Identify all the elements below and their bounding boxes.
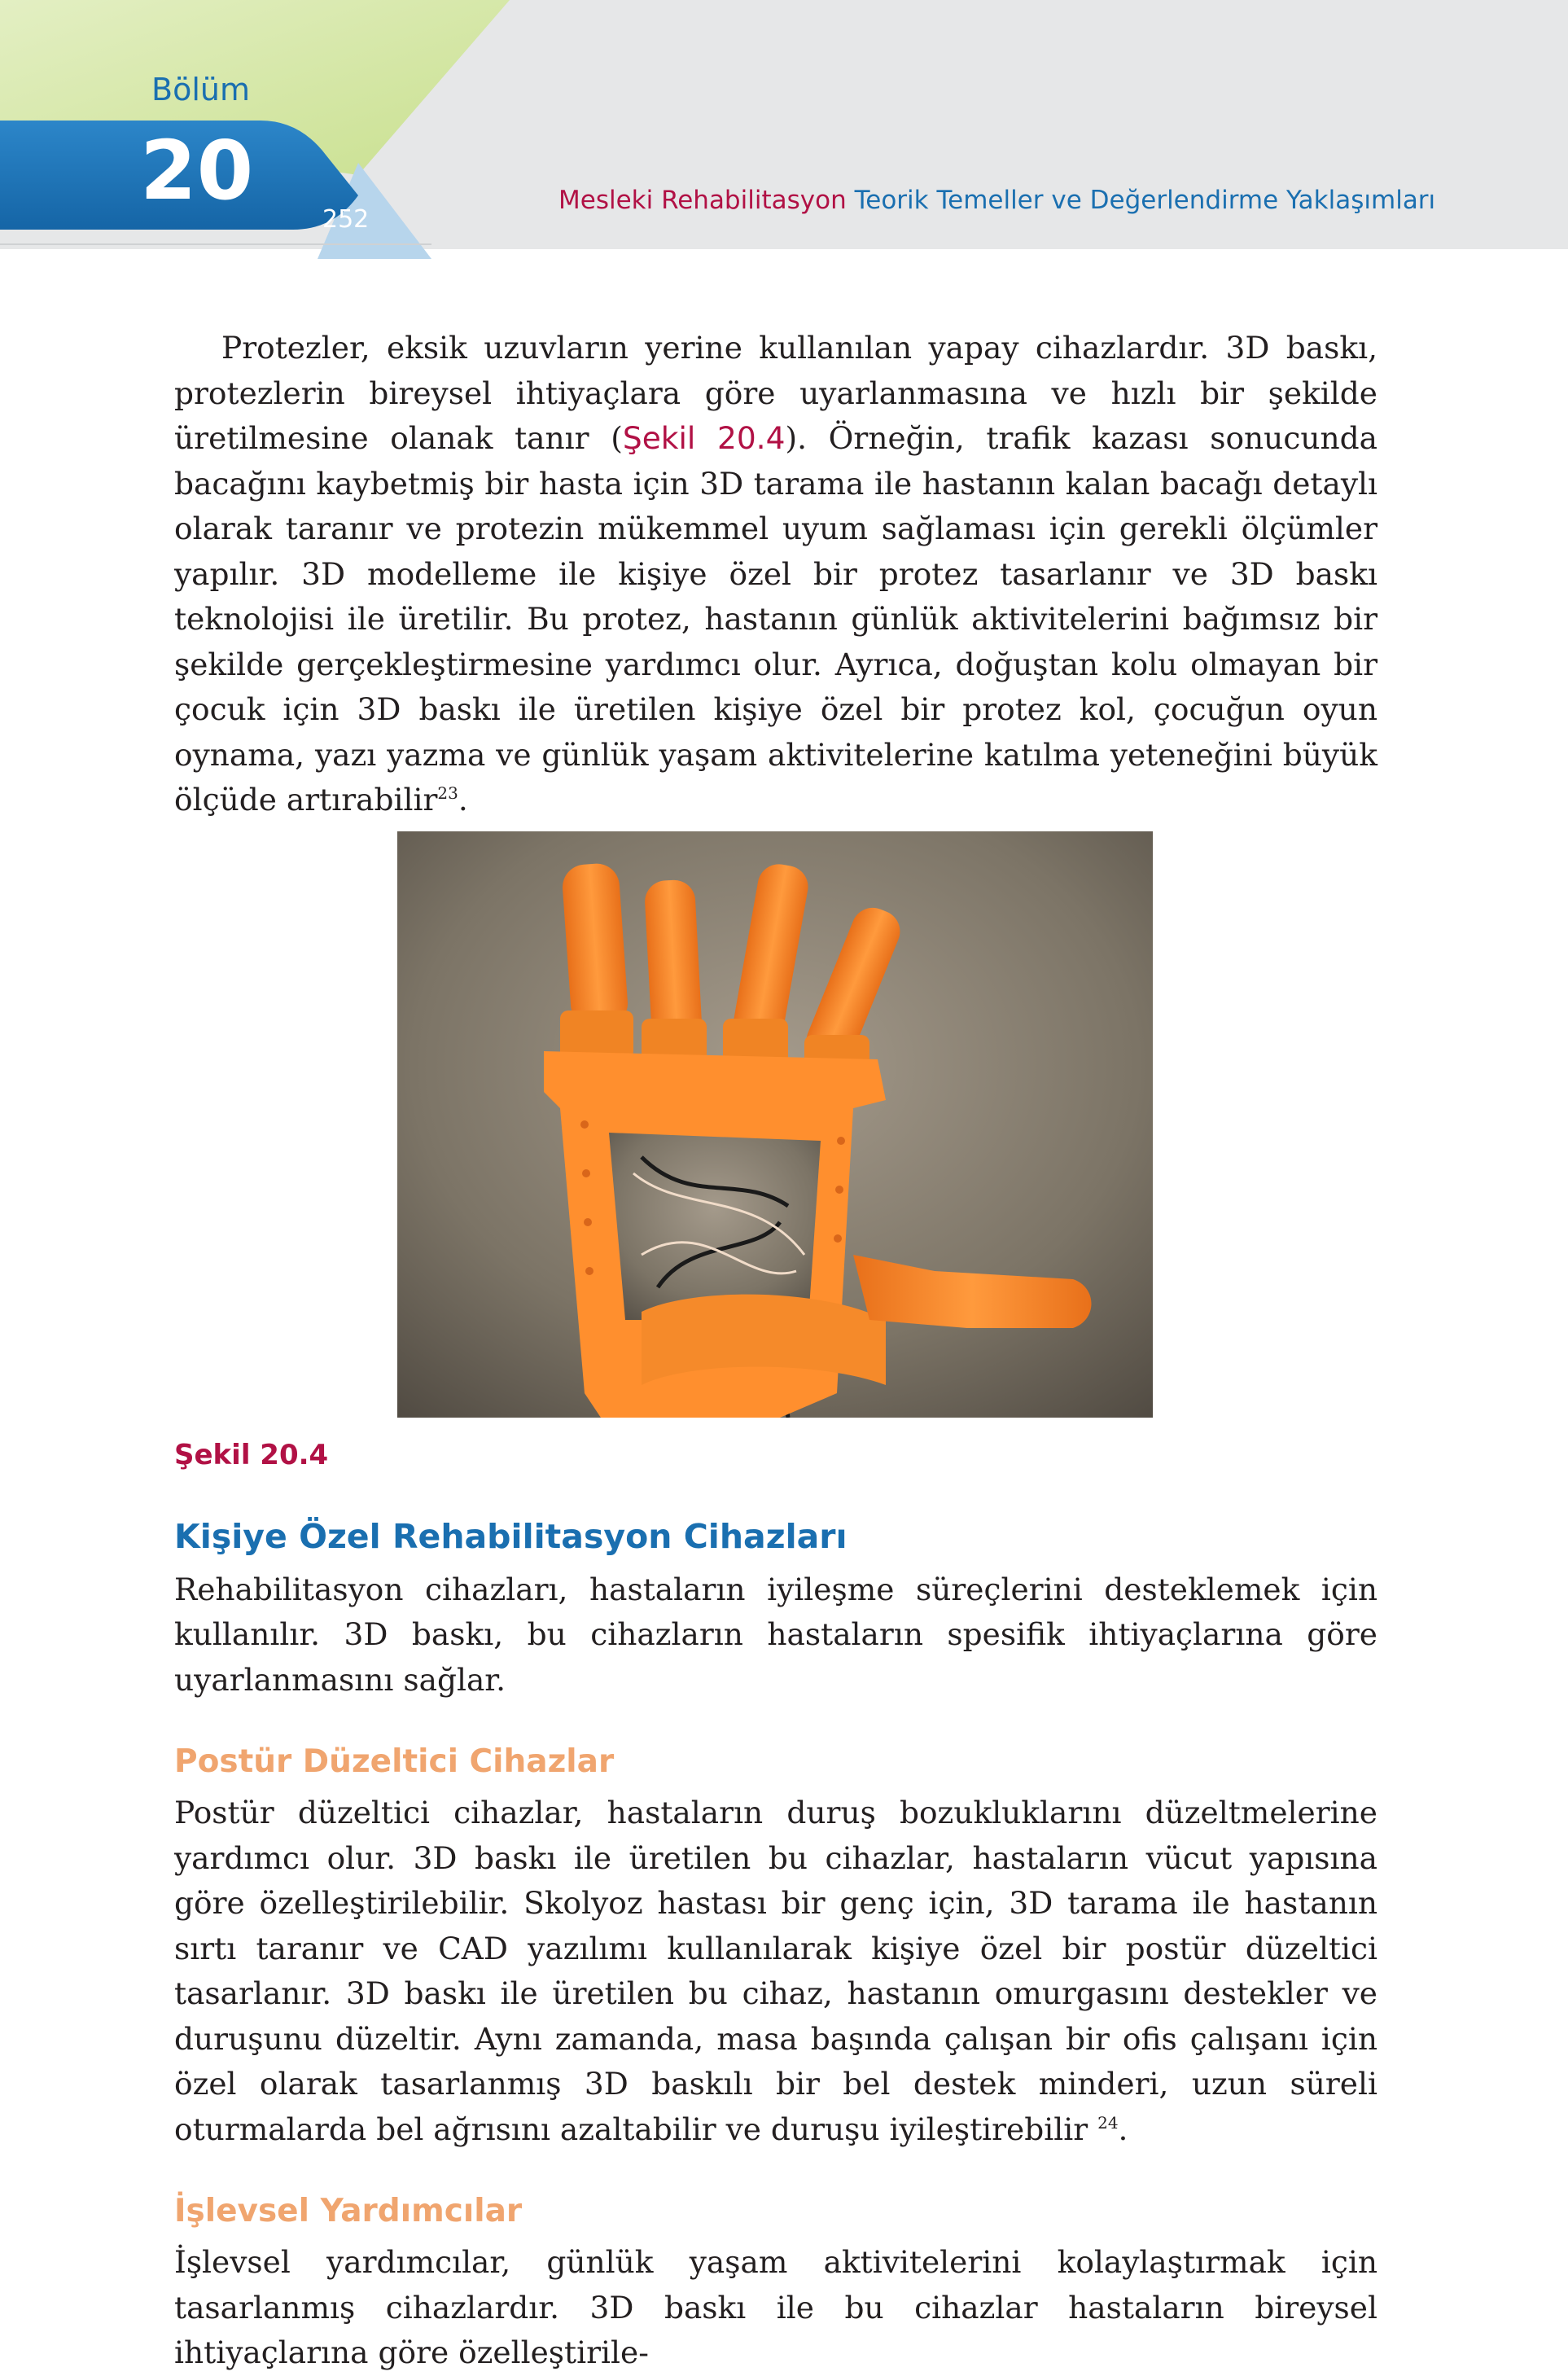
prosthetic-hand-photo (397, 831, 1153, 1418)
page-content (174, 326, 1377, 2376)
posture-end: . (1118, 2111, 1128, 2147)
running-title (558, 186, 1435, 215)
running-title-red: Mesleki Rehabilitasyon (558, 186, 847, 215)
figure-reference-link[interactable]: Şekil 20.4 (622, 420, 786, 456)
figure-caption: Şekil 20.4 (174, 1438, 329, 1471)
posture-heading: Postür Düzeltici Cihazlar (174, 1743, 615, 1780)
section-heading: Kişiye Özel Rehabilitasyon Cihazları (174, 1516, 848, 1556)
functional-paragraph: İşlevsel yardımcılar, günlük yaşam aktivitelerini kolaylaştırmak için tasarlanmış cihazlardır. 3D baskı ile bu cihazlar hastaların bireysel ihtiyaçlarına göre özelleştirile- (174, 2244, 1377, 2370)
intro-text-1: Protezler, eksik uzuvların yerine kullanılan yapay cihazlardır. 3D baskı, protezlerin bireysel ihtiyaçlara göre uyarlanmasına ve hızlı bir şekilde üretilmesine olanak tanır ( (174, 330, 1377, 456)
page-number: 252 (322, 205, 370, 234)
functional-heading: İşlevsel Yardımcılar (174, 2193, 523, 2229)
posture-text: Postür düzeltici cihazlar, hastaların duruş bozukluklarını düzeltmelerine yardımcı olur. 3D baskı ile üretilen bu cihazlar, hastaların vücut yapısına göre özelleştirilebilir. Skolyoz hastası bir genç için, 3D tarama ile hastanın sırtı taranır ve CAD yazılımı kullanılarak kişiye özel bir postür düzeltici tasarlanır. 3D baskı ile üretilen bu cihaz, hastanın omurgasını destekler ve duruşunu düzeltir. Aynı zamanda, masa başında çalışan bir ofis çalışanı için özel olarak tasarlanmış 3D baskılı bir bel destek minderi, uzun süreli oturmalarda bel ağrısını azaltabilir ve duruşu iyileştirebilir (174, 1795, 1377, 2147)
chapter-label: Bölüm (151, 72, 250, 107)
chapter-tab-graphic (0, 0, 570, 261)
intro-paragraph (174, 326, 1377, 823)
intro-text-2: ). Örneğin, trafik kazası sonucunda bacağını kaybetmiş bir hasta için 3D tarama ile hastanın kalan bacağı detaylı olarak taranır ve protezin mükemmel uyum sağlaması için gerekli ölçümler yapılır. 3D modelleme ile kişiye özel bir protez tasarlanır ve 3D baskı teknolojisi ile üretilir. Bu protez, hastanın günlük aktivitelerini bağımsız bir şekilde gerçekleştirmesine yardımcı olur. Ayrıca, doğuştan kolu olmayan bir çocuk için 3D baskı ile üretilen kişiye özel bir protez kol, çocuğun oyun oynama, yazı yazma ve günlük yaşam aktivitelerine katılma yeteneğini büyük ölçüde artırabilir (174, 420, 1377, 818)
citation-23[interactable]: 23 (437, 783, 458, 803)
intro-end: . (458, 782, 468, 818)
chapter-number: 20 (140, 123, 254, 218)
running-title-blue: Teorik Temeller ve Değerlendirme Yaklaşımları (854, 186, 1436, 215)
section-paragraph: Rehabilitasyon cihazları, hastaların iyileşme süreçlerini desteklemek için kullanılır. 3D baskı, bu cihazların hastaların spesifik ihtiyaçlarına göre uyarlanmasını sağlar. (174, 1571, 1377, 1698)
figure-image (397, 831, 1153, 1418)
citation-24[interactable]: 24 (1097, 2112, 1119, 2133)
posture-paragraph (174, 1791, 1377, 2152)
